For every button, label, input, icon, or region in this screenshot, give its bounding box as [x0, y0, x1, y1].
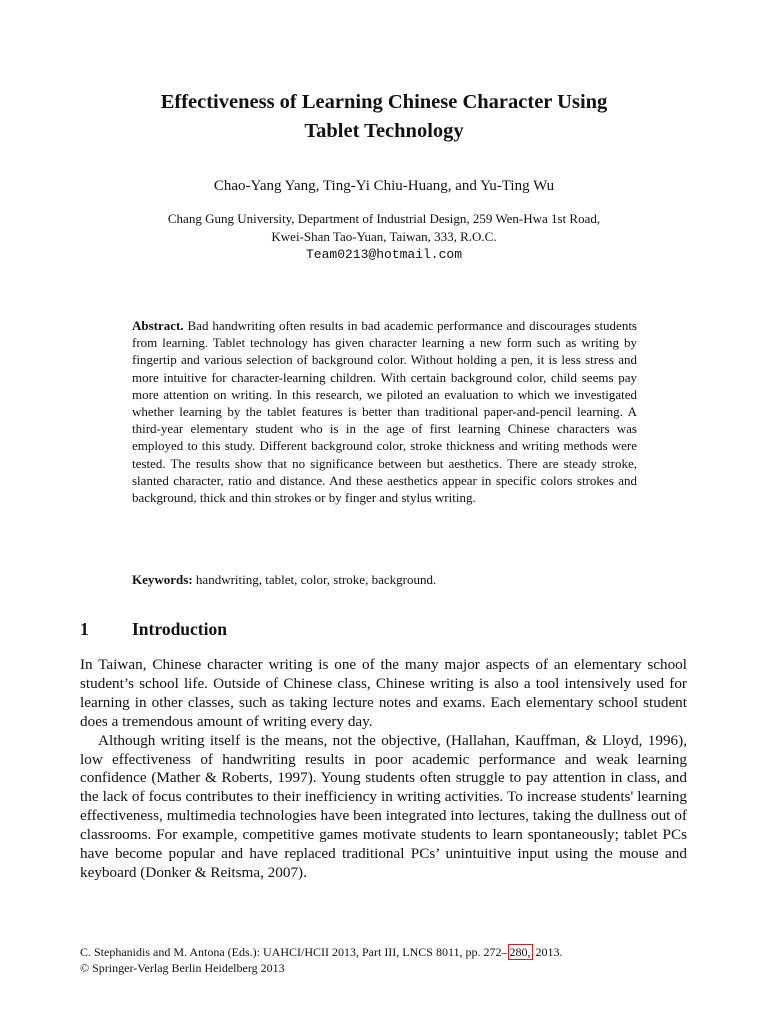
paragraph-2: Although writing itself is the means, not the objective, (Hallahan, Kauffman, & Lloyd, 1996), low effectiveness of handwriting results in poor academic performance and weak learning confidence (Mather & Roberts, 1997). Young students often struggle to pay attention in class, and the lack of focus contributes to their inefficiency in writing activities. To increase students' learning effectiveness, multimedia technologies have been integrated into lectures, taking the dullness out of classrooms. For example, competitive games motivate students to learn spontaneously; tablet PCs have become popular and have replaced traditional PCs’ unintuitive input using the mouse and keyboard (Donker & Reitsma, 2007). — [80, 731, 687, 881]
affiliation — [80, 210, 688, 264]
section-title: Introduction — [132, 619, 227, 639]
keywords — [132, 571, 637, 588]
section-heading — [80, 618, 688, 640]
footer — [80, 944, 688, 976]
citation-prefix: C. Stephanidis and M. Antona (Eds.): UAHCI/HCII 2013, Part III, LNCS 8011, pp. 272– — [80, 945, 508, 959]
body-text — [80, 656, 687, 883]
author-list: Chao-Yang Yang, Ting-Yi Chiu-Huang, and Yu-Ting Wu — [213, 178, 555, 194]
paragraph-1: In Taiwan, Chinese character writing is one of the many major aspects of an elementary school student’s school life. Outside of Chinese class, Chinese writing is also a tool intensively used for learning in other classes, such as taking lecture notes and exams. Each elementary school student does a tremendous amount of writing every day. — [80, 656, 687, 730]
affiliation-line-2: Kwei-Shan Tao-Yuan, Taiwan, 333, R.O.C. — [271, 229, 497, 244]
affiliation-line-1: Chang Gung University, Department of Industrial Design, 259 Wen-Hwa 1st Road, — [167, 211, 601, 226]
citation-suffix: 2013. — [532, 945, 563, 959]
keywords-text: handwriting, tablet, color, stroke, background. — [195, 572, 437, 587]
title-line-1: Effectiveness of Learning Chinese Character Using — [160, 91, 608, 113]
page-range-link[interactable]: 280, — [509, 945, 531, 959]
abstract-label: Abstract. — [132, 318, 184, 333]
citation-line — [80, 944, 688, 960]
paper-title — [80, 88, 688, 146]
author-email: Team0213@hotmail.com — [305, 247, 463, 262]
abstract — [132, 317, 637, 506]
keywords-label: Keywords: — [132, 572, 193, 587]
section-number: 1 — [80, 619, 89, 639]
title-line-2: Tablet Technology — [304, 120, 464, 142]
abstract-text: Bad handwriting often results in bad academic performance and discourages students from learning. Tablet technology has given character learning a new form such as writing by fingertip and various selection of background color. Without holding a pen, it is less stress and more intuitive for character-learning children. With certain background color, child seems pay more attention on writing. In this research, we piloted an evaluation to which we investigated whether learning by the tablet features is better than traditional paper-and-pencil learning. A third-year elementary student who is in the age of first learning Chinese characters was employed to this study. Different background color, stroke thickness and writing methods were tested. The results show that no significance between but aesthetics. There are steady stroke, slanted character, ratio and distance. And these aesthetics appear in specific colors strokes and background, thick and thin strokes or by finger and stylus writing. — [132, 318, 637, 506]
copyright-line: © Springer-Verlag Berlin Heidelberg 2013 — [80, 961, 285, 975]
